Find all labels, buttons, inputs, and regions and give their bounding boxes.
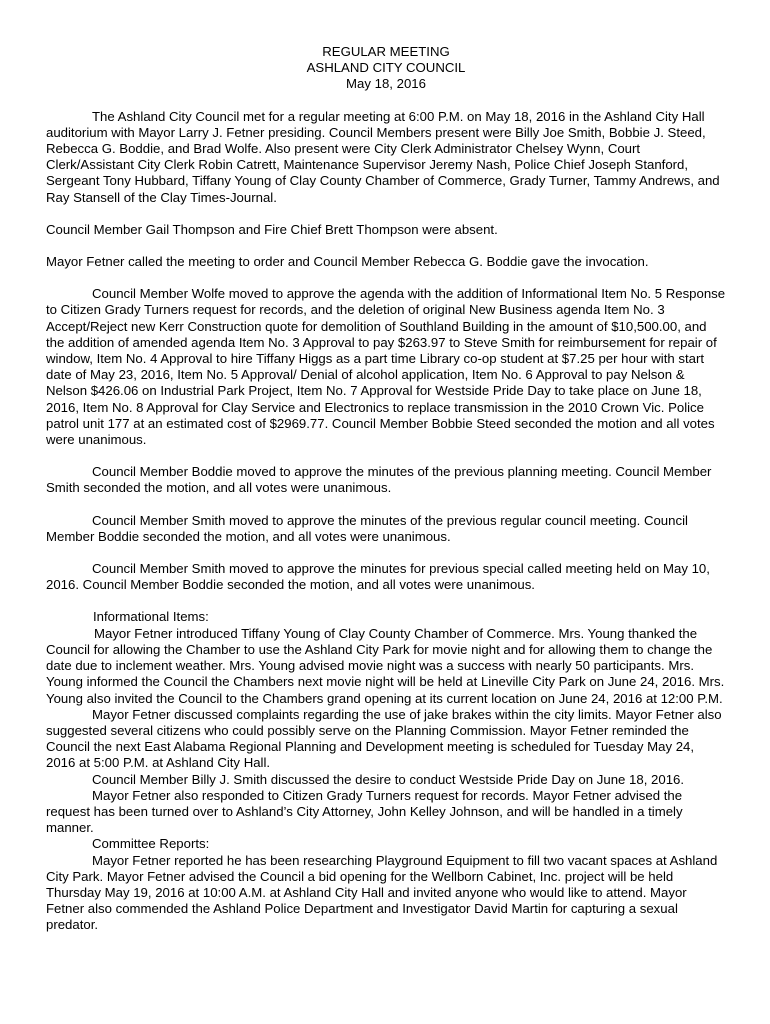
council-name-heading: ASHLAND CITY COUNCIL <box>306 60 466 76</box>
document-page <box>46 44 726 934</box>
attendance-paragraph: The Ashland City Council met for a regular meeting at 6:00 P.M. on May 18, 2016 in the Ashland City Hall auditorium with Mayor Larry J. Fetner presiding. Council Members present were Billy Joe Smith, Bobbie J. Steed, Rebecca G. Boddie, and Brad Wolfe. Also present were City Clerk Administrator Chelsey Wynn, Court Clerk/Assistant City Clerk Robin Catrett, Maintenance Supervisor Jeremy Nash, Police Chief Joseph Stanford, Sergeant Tony Hubbard, Tiffany Young of Clay County Chamber of Commerce, Grady Turner, Tammy Andrews, and Ray Stansell of the Clay Times-Journal. <box>46 108 720 205</box>
absence-paragraph: Council Member Gail Thompson and Fire Chief Brett Thompson were absent. <box>46 221 498 237</box>
informational-item-pride-day: Council Member Billy J. Smith discussed the desire to conduct Westside Pride Day on June 18, 2016. <box>92 771 685 787</box>
meeting-type-heading: REGULAR MEETING <box>322 44 450 59</box>
committee-reports-heading: Committee Reports: <box>92 836 210 852</box>
informational-items-heading: Informational Items: <box>93 609 209 625</box>
meeting-date-heading: May 18, 2016 <box>346 76 426 92</box>
special-minutes-paragraph: Council Member Smith moved to approve the minutes for previous special called meeting held on May 10, 2016. Council Member Boddie seconded the motion, and all votes were unanimous. <box>46 561 710 593</box>
planning-minutes-paragraph: Council Member Boddie moved to approve the minutes of the previous planning meeting. Council Member Smith seconded the motion, and all votes were unanimous. <box>46 464 712 496</box>
regular-minutes-paragraph: Council Member Smith moved to approve the minutes of the previous regular council meeting. Council Member Boddie seconded the motion, and all votes were unanimous. <box>46 512 688 544</box>
call-to-order-paragraph: Mayor Fetner called the meeting to order and Council Member Rebecca G. Boddie gave the invocation. <box>46 254 649 270</box>
committee-report-mayor: Mayor Fetner reported he has been researching Playground Equipment to fill two vacant spaces at Ashland City Park. Mayor Fetner advised the Council a bid opening for the Wellborn Cabinet, Inc. project will be held Thursday May 19, 2016 at 10:00 A.M. at Ashland City Hall and invited anyone who would like to attend. Mayor Fetner also commended the Ashland Police Department and Investigator David Martin for capturing a sexual predator. <box>46 852 718 933</box>
agenda-motion-paragraph: Council Member Wolfe moved to approve the agenda with the addition of Informational Item No. 5 Response to Citizen Grady Turners request for records, and the deletion of original New Business agenda Item No. 3 Accept/Reject new Kerr Construction quote for demolition of Southland Building in the amount of $10,500.00, and the addition of amended agenda Item No. 3 Approval to pay $263.97 to Steve Smith for reimbursement for repair of window, Item No. 4 Approval to hire Tiffany Higgs as a part time Library co-op student at $7.25 per hour with start date of May 23, 2016, Item No. 5 Approval/ Denial of alcohol application, Item No. 6 Approval to pay Nelson & Nelson $426.06 on Industrial Park Project, Item No. 7 Approval for Westside Pride Day to take place on June 18, 2016, Item No. 8 Approval for Clay Service and Electronics to replace transmission in the 2010 Crown Vic. Police patrol unit 177 at an estimated cost of $2969.77. Council Member Bobbie Steed seconded the motion and all votes were unanimous. <box>46 286 726 448</box>
informational-item-records-request: Mayor Fetner also responded to Citizen Grady Turners request for records. Mayor Fetner advised the request has been turned over to Ashland’s City Attorney, John Kelley Johnson, and will be handled in a timely manner. <box>46 787 683 836</box>
informational-item-chamber: Mayor Fetner introduced Tiffany Young of Clay County Chamber of Commerce. Mrs. Young thanked the Council for allowing the Chamber to use the Ashland City Park for movie night and for allowing them to change the date due to inclement weather. Mrs. Young advised movie night was a success with nearly 50 participants. Mrs. Young informed the Council the Chambers next movie night will be held at Lineville City Park on June 24, 2016. Mrs. Young also invited the Council to the Chambers grand opening at its current location on June 24, 2016 at 12:00 P.M. <box>46 625 725 706</box>
document-header <box>46 44 726 93</box>
informational-item-jake-brakes: Mayor Fetner discussed complaints regarding the use of jake brakes within the city limits. Mayor Fetner also suggested several citizens who could possibly serve on the Planning Commission. Mayor Fetner reminded the Council the next East Alabama Regional Planning and Development meeting is scheduled for Tuesday May 24, 2016 at 5:00 P.M. at Ashland City Hall. <box>46 706 722 771</box>
